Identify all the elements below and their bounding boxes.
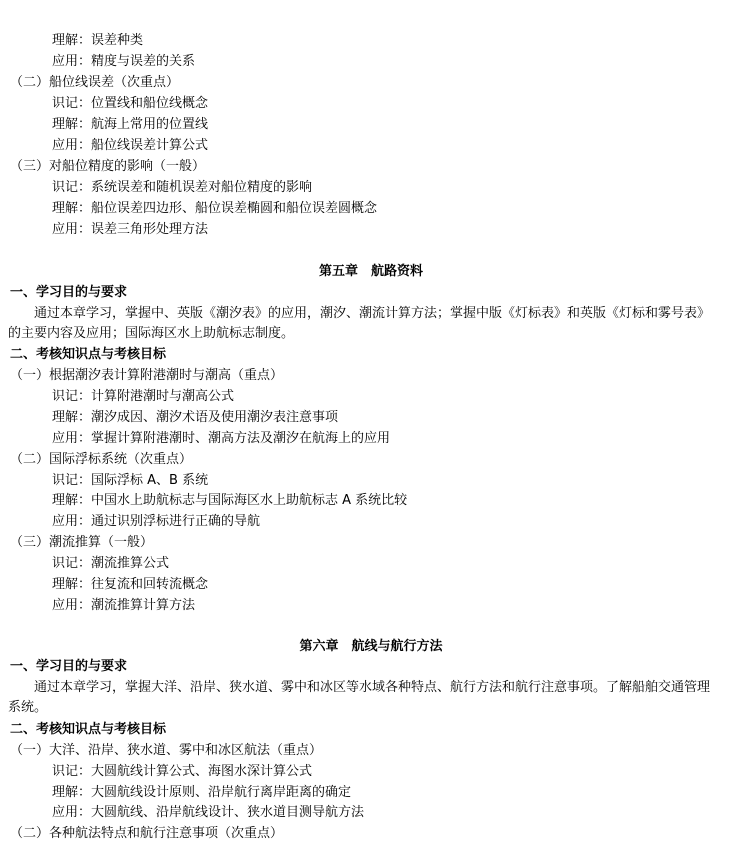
item-line: 应用：误差三角形处理方法 xyxy=(52,222,209,237)
item-line: 应用：船位线误差计算公式 xyxy=(52,138,209,153)
item-line: 识记：潮流推算公式 xyxy=(52,556,170,571)
section-heading: 二、考核知识点与考核目标 xyxy=(10,722,167,737)
item-line: 识记：国际浮标 A、B 系统 xyxy=(52,473,209,488)
item-line: 识记：计算附港潮时与潮高公式 xyxy=(52,389,235,404)
item-line: 识记：系统误差和随机误差对船位精度的影响 xyxy=(52,180,313,195)
section-heading: 一、学习目的与要求 xyxy=(10,285,128,300)
item-line: 理解：往复流和回转流概念 xyxy=(52,577,209,592)
chapter-title: 第六章 航线与航行方法 xyxy=(299,639,443,654)
section-heading: 二、考核知识点与考核目标 xyxy=(10,347,167,362)
subsection-heading: （二）各种航法特点和航行注意事项（次重点） xyxy=(10,826,284,841)
paragraph: 通过本章学习，掌握中、英版《潮汐表》的应用，潮汐、潮流计算方法；掌握中版《灯标表》和英版《灯标和雾号表》的主要内容及应用；国际海区水上助航标志制度。 xyxy=(8,306,711,341)
subsection-heading: （一）根据潮汐表计算附港潮时与潮高（重点） xyxy=(10,368,284,383)
item-line: 理解：潮汐成因、潮汐术语及使用潮汐表注意事项 xyxy=(52,410,339,425)
subsection-heading: （三）潮流推算（一般） xyxy=(10,535,154,550)
section-heading: 一、学习目的与要求 xyxy=(10,659,128,674)
item-line: 理解：大圆航线设计原则、沿岸航行离岸距离的确定 xyxy=(52,785,352,800)
item-line: 应用：通过识别浮标进行正确的导航 xyxy=(52,514,261,529)
chapter-title: 第五章 航路资料 xyxy=(318,264,423,279)
item-line: 识记：大圆航线计算公式、海图水深计算公式 xyxy=(52,764,313,779)
item-line: 理解：误差种类 xyxy=(52,33,144,48)
item-line: 应用：精度与误差的关系 xyxy=(52,54,196,69)
item-line: 应用：掌握计算附港潮时、潮高方法及潮汐在航海上的应用 xyxy=(52,431,391,446)
item-line: 应用：潮流推算计算方法 xyxy=(52,598,196,613)
subsection-heading: （二）船位线误差（次重点） xyxy=(10,75,180,90)
item-line: 理解：航海上常用的位置线 xyxy=(52,117,209,132)
item-line: 理解：船位误差四边形、船位误差椭圆和船位误差圆概念 xyxy=(52,201,378,216)
item-line: 理解：中国水上助航标志与国际海区水上助航标志 A 系统比较 xyxy=(52,493,408,508)
subsection-heading: （二）国际浮标系统（次重点） xyxy=(10,452,193,467)
item-line: 应用：大圆航线、沿岸航线设计、狭水道目测导航方法 xyxy=(52,805,365,820)
subsection-heading: （一）大洋、沿岸、狭水道、雾中和冰区航法（重点） xyxy=(10,743,323,758)
paragraph: 通过本章学习，掌握大洋、沿岸、狭水道、雾中和冰区等水域各种特点、航行方法和航行注意事项。了解船舶交通管理系统。 xyxy=(8,680,711,715)
subsection-heading: （三）对船位精度的影响（一般） xyxy=(10,159,206,174)
item-line: 识记：位置线和船位线概念 xyxy=(52,96,209,111)
